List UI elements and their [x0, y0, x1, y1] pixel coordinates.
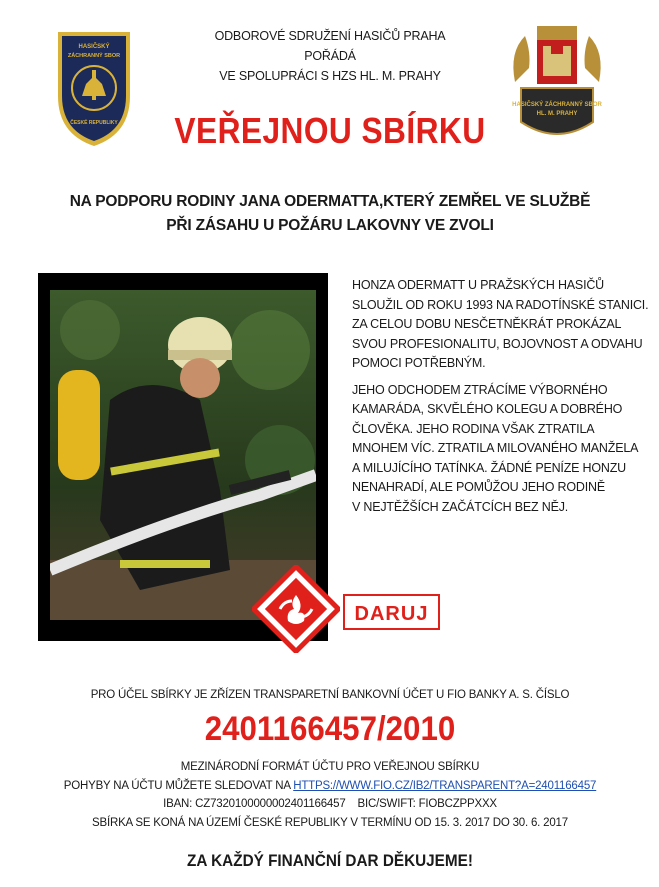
bic-swift: BIC/SWIFT: FIOBCZPPXXX — [357, 798, 497, 810]
donate-diamond-icon — [252, 565, 340, 653]
logo-left-bottom-text: ČESKÉ REPUBLIKY — [70, 120, 118, 126]
intl-format-label: MEZINÁRODNÍ FORMÁT ÚČTU PRO VEŘEJNOU SBÍRKU — [180, 761, 480, 773]
hzs-praha-logo — [507, 22, 607, 150]
organizer-line-3: VE SPOLUPRÁCI S HZS HL. M. PRAHY — [219, 69, 441, 83]
story-line: KAMARÁDA, SKVĚLÉHO KOLEGU A DOBRÉHO — [352, 402, 623, 416]
subtitle — [60, 190, 600, 238]
bank-details — [40, 758, 620, 832]
tracking-line — [40, 777, 620, 796]
subtitle-line-2: PŘI ZÁSAHU U POŽÁRU LAKOVNY VE ZVOLI — [166, 217, 494, 234]
hzs-cr-logo — [52, 26, 136, 150]
story-line: JEHO ODCHODEM ZTRÁCÍME VÝBORNÉHO — [352, 382, 608, 397]
page-title: VEŘEJNOU SBÍRKU — [174, 110, 486, 151]
story-line: HONZA ODERMATT U PRAŽSKÝCH HASIČŮ — [352, 278, 604, 292]
transparent-account-link[interactable]: HTTPS://WWW.FIO.CZ/IB2/TRANSPARENT?A=2401166457 — [293, 779, 597, 792]
organizer-block — [180, 26, 480, 86]
story-line: SVOU PROFESIONALITU, BOJOVNOST A ODVAHU — [352, 336, 643, 351]
story-line: SLOUŽIL OD ROKU 1993 NA RADOTÍNSKÉ STANICI. — [352, 297, 649, 312]
story-line: A MILUJÍCÍHO TATÍNKA. ŽÁDNÉ PENÍZE HONZU — [352, 460, 626, 475]
collection-dates: SBÍRKA SE KONÁ NA ÚZEMÍ ČESKÉ REPUBLIKY V TERMÍNU OD 15. 3. 2017 DO 30. 6. 2017 — [92, 816, 568, 829]
story-text — [352, 276, 649, 524]
story-paragraph-1 — [352, 276, 649, 374]
subtitle-line-1: NA PODPORU RODINY JANA ODERMATTA,KTERÝ ZEMŘEL VE SLUŽBĚ — [69, 193, 591, 210]
story-paragraph-2 — [352, 381, 642, 518]
thanks-footer: ZA KAŽDÝ FINANČNÍ DAR DĚKUJEME! — [187, 851, 473, 870]
story-line: POMOCI POTŘEBNÝM. — [352, 356, 486, 370]
logo-right-line2: HL. M. PRAHY — [536, 111, 578, 117]
story-line: MNOHEM VÍC. ZTRATILA MILOVANÉHO MANŽELA — [352, 441, 639, 455]
logo-left-top-text: HASIČSKÝ — [78, 44, 110, 50]
bank-intro: PRO ÚČEL SBÍRKY JE ZŘÍZEN TRANSPARETNÍ BANKOVNÍ ÚČET U FIO BANKY A. S. ČÍSLO — [90, 689, 570, 701]
story-line: ZA CELOU DOBU NESČETNĚKRÁT PROKÁZAL — [352, 317, 622, 331]
story-line: V NEJTĚŽŠÍCH ZAČÁTCÍCH BEZ NĚJ. — [352, 499, 569, 514]
story-line: NENAHRADÍ, ALE POMŮŽOU JEHO RODINĚ — [352, 480, 605, 494]
tracking-prefix: POHYBY NA ÚČTU MŮŽETE SLEDOVAT NA — [63, 779, 294, 792]
iban: IBAN: CZ7320100000002401166457 — [163, 798, 346, 810]
story-line: ČLOVĚKA. JEHO RODINA VŠAK ZTRATILA — [352, 421, 595, 436]
logo-right-line1: HASIČSKÝ ZÁCHRANNÝ SBOR — [512, 102, 602, 108]
logo-left-mid-text: ZÁCHRANNÝ SBOR — [67, 53, 121, 59]
organizer-line-1: ODBOROVÉ SDRUŽENÍ HASIČŮ PRAHA — [214, 29, 446, 43]
iban-bic-line — [40, 795, 620, 814]
donate-button[interactable]: DARUJ — [343, 594, 440, 630]
organizer-line-2: POŘÁDÁ — [304, 49, 356, 63]
account-number: 2401166457/2010 — [204, 710, 456, 748]
